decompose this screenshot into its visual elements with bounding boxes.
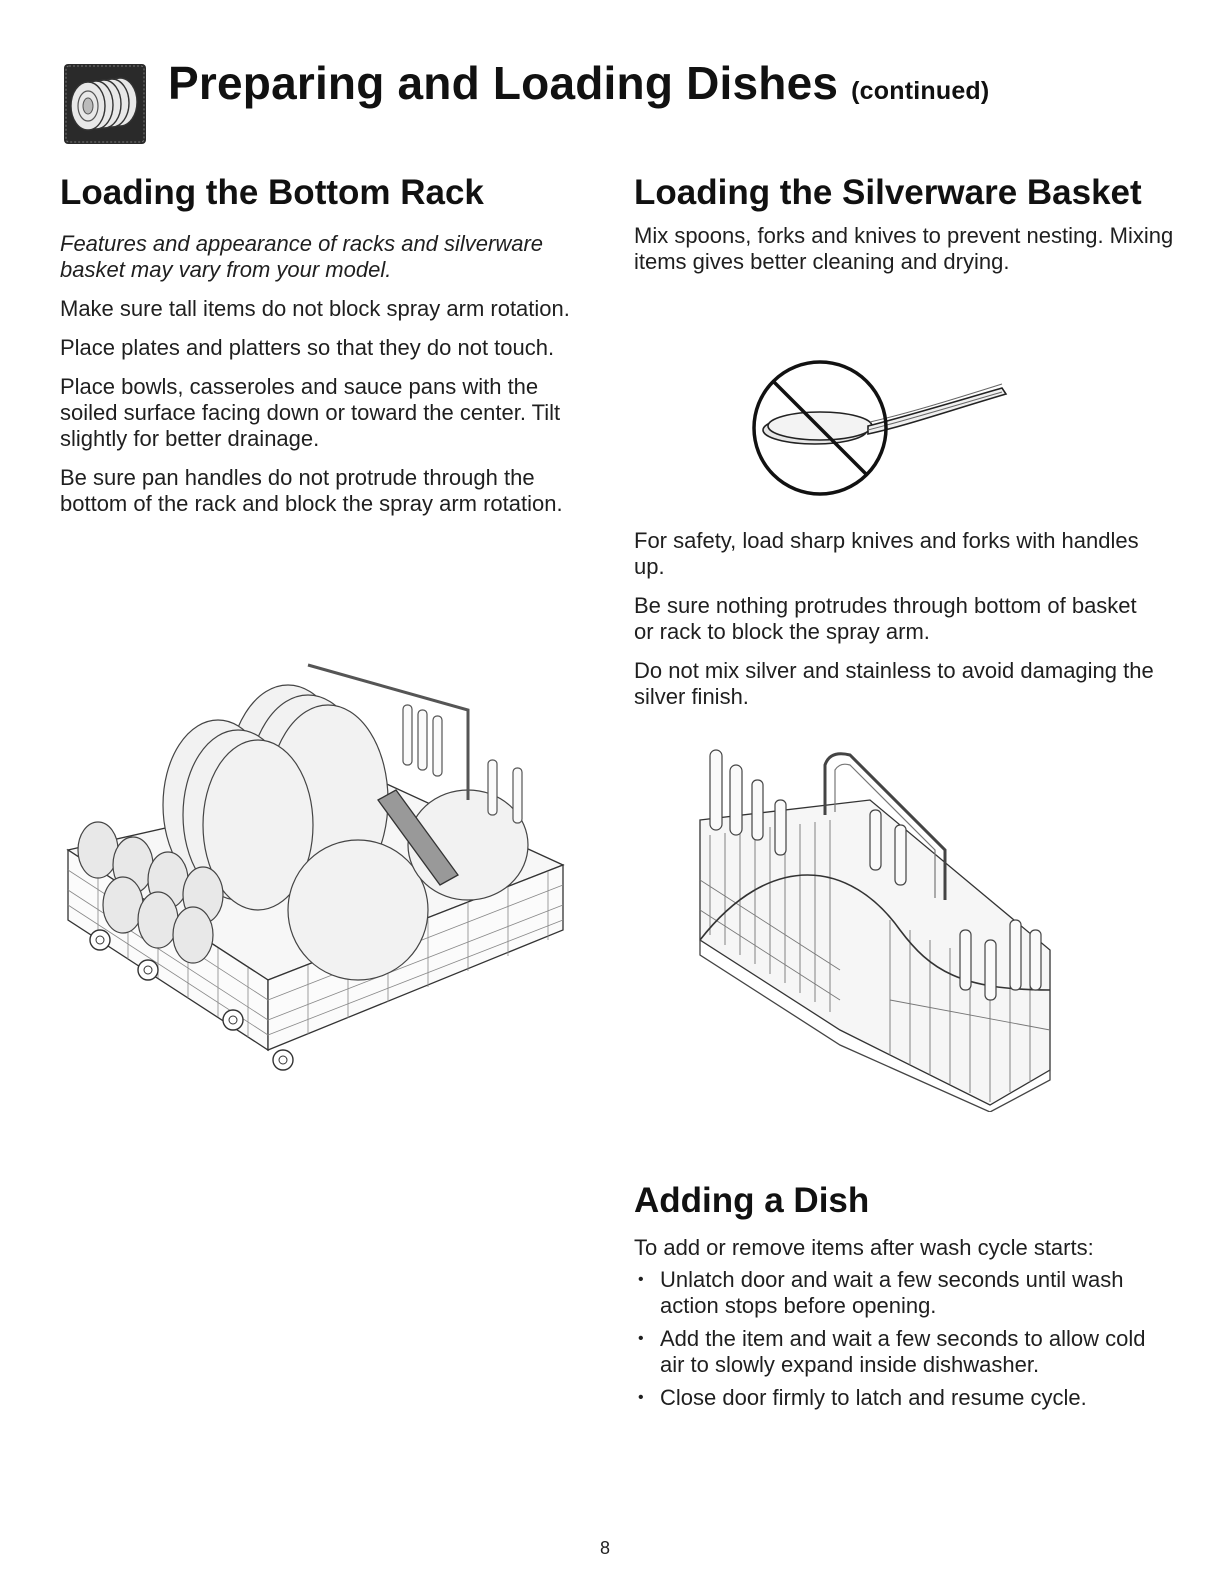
- model-variation-note: Features and appearance of racks and silverware basket may vary from your model.: [60, 230, 544, 282]
- silverware-safety-block: [634, 528, 1154, 723]
- list-item: • Close door firmly to latch and resume cycle.: [634, 1385, 1154, 1411]
- adding-dish-intro: To add or remove items after wash cycle starts:: [634, 1234, 1094, 1260]
- adding-dish-steps: [634, 1267, 1154, 1411]
- silverware-heading: Loading the Silverware Basket: [634, 173, 1142, 212]
- bottom-rack-paragraph: Make sure tall items do not block spray arm rotation.: [60, 295, 570, 321]
- page-title-suffix: (continued): [851, 77, 990, 105]
- silverware-intro: Mix spoons, forks and knives to prevent nesting. Mixing items gives better cleaning and drying.: [634, 222, 1174, 274]
- silverware-paragraph: For safety, load sharp knives and forks with handles up.: [634, 528, 1139, 579]
- adding-dish-heading: Adding a Dish: [634, 1181, 870, 1220]
- page-number: 8: [599, 1538, 610, 1558]
- silverware-basket-illustration: [690, 740, 1062, 1112]
- page-title: [168, 56, 989, 110]
- silverware-paragraph: Do not mix silver and stainless to avoid damaging the silver finish.: [634, 658, 1154, 709]
- loaded-bottom-rack-illustration: [58, 650, 578, 1080]
- bottom-rack-heading: Loading the Bottom Rack: [60, 173, 484, 212]
- silverware-section: [634, 172, 1174, 288]
- dishes-stack-icon: [62, 62, 148, 146]
- bottom-rack-section: [60, 172, 580, 530]
- list-item: • Add the item and wait a few seconds to allow cold air to slowly expand inside dishwasher.: [634, 1326, 1154, 1378]
- bottom-rack-paragraph: Be sure pan handles do not protrude through the bottom of the rack and block the spray arm rotation.: [60, 464, 563, 516]
- adding-dish-section: [634, 1180, 1154, 1418]
- bottom-rack-paragraph: Place bowls, casseroles and sauce pans with the soiled surface facing down or toward the center. Tilt slightly for better drainage.: [60, 373, 561, 451]
- silverware-paragraph: Be sure nothing protrudes through bottom of basket or rack to block the spray arm.: [634, 593, 1137, 644]
- bottom-rack-paragraph: Place plates and platters so that they do not touch.: [60, 334, 555, 360]
- page-title-text: Preparing and Loading Dishes: [168, 57, 839, 109]
- no-nesting-spoons-icon: [740, 348, 1020, 498]
- list-item: • Unlatch door and wait a few seconds until wash action stops before opening.: [634, 1267, 1154, 1319]
